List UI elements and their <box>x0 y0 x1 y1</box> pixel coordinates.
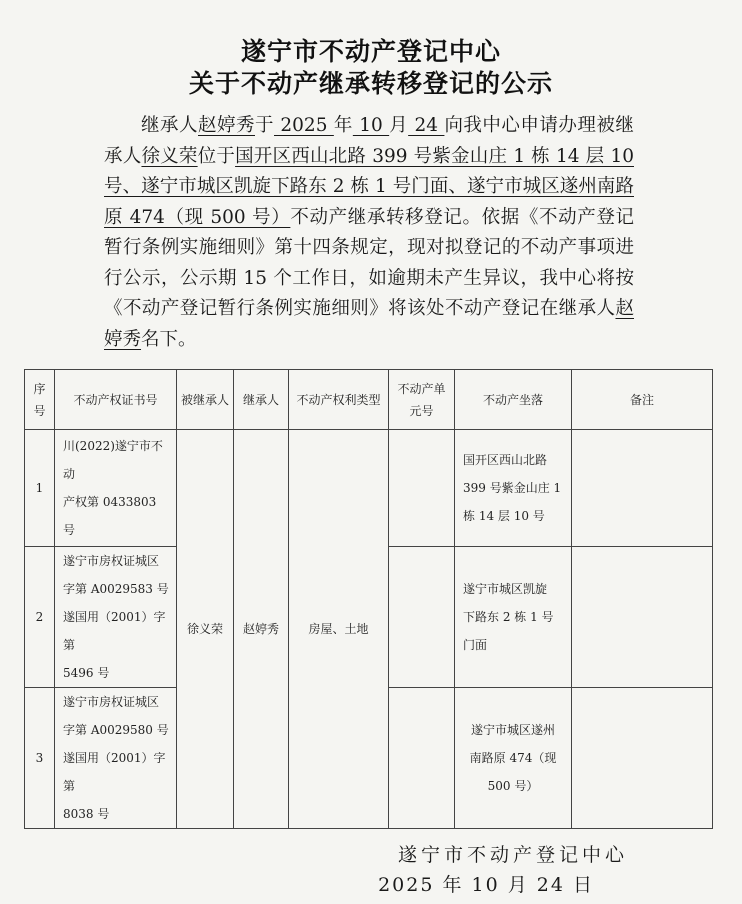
row-remark <box>572 688 713 829</box>
cert-line: 遂国用（2001）字第 <box>63 610 166 652</box>
apply-month: 10 <box>352 115 390 136</box>
shared-right-type: 房屋、土地 <box>289 430 389 829</box>
row-seq: 3 <box>25 688 55 829</box>
row-cert <box>55 547 177 688</box>
location-line: 栋 14 层 10 号 <box>463 509 545 523</box>
page-title-line2: 关于不动产继承转移登记的公示 <box>188 69 553 98</box>
signature-date: 2025 年 10 月 24 日 <box>378 874 594 896</box>
decedent-name: 徐义荣 <box>141 145 198 167</box>
notice-text: 继承人 <box>141 115 198 136</box>
cert-line: 字第 A0029583 号 <box>63 582 169 596</box>
header-location: 不动产坐落 <box>455 370 572 430</box>
location-line: 遂宁市城区遂州 <box>470 723 555 737</box>
row-location <box>455 688 572 829</box>
location-line: 南路原 474（现 <box>469 751 557 765</box>
location-line: 门面 <box>463 638 488 652</box>
apply-day: 24 <box>408 115 445 136</box>
header-remark: 备注 <box>572 370 713 430</box>
cert-line: 产权第 0433803 号 <box>63 495 157 537</box>
cert-line: 遂国用（2001）字第 <box>63 751 166 793</box>
location-line: 遂宁市城区凯旋 <box>463 582 548 596</box>
apply-year: 2025 <box>274 115 334 136</box>
location-line: 下路东 2 栋 1 号 <box>463 610 554 624</box>
notice-text: 向我中心申请办理被继承人 <box>104 115 634 167</box>
cert-line: 川(2022)遂宁市不动 <box>63 439 163 481</box>
cert-line: 遂宁市房权证城区 <box>63 554 160 568</box>
table-row <box>25 430 713 547</box>
shared-heir: 赵婷秀 <box>234 430 289 829</box>
property-table <box>24 369 713 829</box>
row-cert <box>55 430 177 547</box>
row-seq: 1 <box>25 430 55 547</box>
heir-name-2: 赵婷秀 <box>104 298 634 350</box>
heir-name: 赵婷秀 <box>198 115 255 136</box>
notice-text: 不动产继承转移登记。依据《不动产登记暂行条例实施细则》第十四条规定，现对拟登记的不动产事项进行公示，公示期 15 个工作日，如逾期未产生异议，我中心将按《不动产登记暂行条例实施细则》将该处不动产登记在继承人 <box>104 206 634 319</box>
header-right-type: 不动产权利类型 <box>289 370 389 430</box>
page-title-line1: 遂宁市不动产登记中心 <box>240 37 501 66</box>
notice-text: 位于 <box>197 145 236 167</box>
header-decedent: 被继承人 <box>177 370 234 430</box>
location-line: 399 号紫金山庄 1 <box>463 481 562 495</box>
signature-org: 遂宁市不动产登记中心 <box>397 844 628 866</box>
notice-text: 于 <box>255 115 274 136</box>
cert-line: 8038 号 <box>63 807 110 821</box>
property-locations: 国开区西山北路 399 号紫金山庄 1 栋 14 层 10 号、遂宁市城区凯旋下路东 2 栋 1 号门面、遂宁市城区遂州南路原 474（现 500 号） <box>104 145 634 228</box>
cert-line: 遂宁市房权证城区 <box>63 695 160 709</box>
row-remark <box>572 547 713 688</box>
row-unit-no <box>389 688 455 829</box>
header-heir: 继承人 <box>234 370 289 430</box>
location-line: 500 号） <box>487 779 539 793</box>
header-seq: 序号 <box>25 370 55 430</box>
row-unit-no <box>389 547 455 688</box>
header-cert: 不动产权证书号 <box>55 370 177 430</box>
location-line: 国开区西山北路 <box>463 453 548 467</box>
row-location <box>455 430 572 547</box>
row-unit-no <box>389 430 455 547</box>
row-remark <box>572 430 713 547</box>
table-header-row <box>25 370 713 430</box>
cert-line: 5496 号 <box>63 666 110 680</box>
notice-text: 月 <box>389 115 409 136</box>
shared-decedent: 徐义荣 <box>177 430 234 829</box>
notice-paragraph <box>104 111 634 355</box>
cert-line: 字第 A0029580 号 <box>63 723 169 737</box>
notice-text: 年 <box>333 115 353 136</box>
header-unit-no: 不动产单元号 <box>389 370 455 430</box>
row-seq: 2 <box>25 547 55 688</box>
notice-text: 名下。 <box>141 328 197 350</box>
row-location <box>455 547 572 688</box>
row-cert <box>55 688 177 829</box>
